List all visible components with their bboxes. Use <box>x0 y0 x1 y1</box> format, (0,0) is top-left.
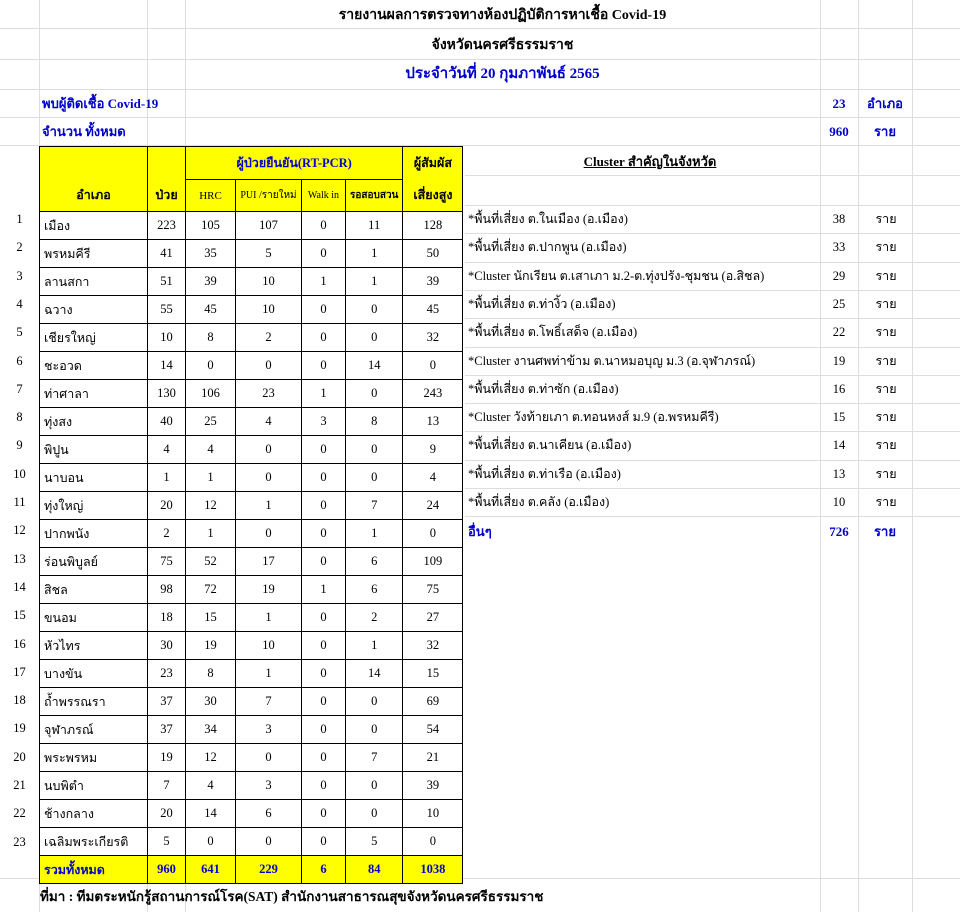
table-row <box>40 408 463 436</box>
cell-pui: 5 <box>236 240 302 268</box>
cluster-name: *พื้นที่เสี่ยง ต.ท่าเรือ (อ.เมือง) <box>468 466 621 481</box>
cell-pui: 3 <box>236 772 302 800</box>
table-row <box>40 240 463 268</box>
table-row <box>40 352 463 380</box>
cell-walkin: 0 <box>302 492 346 520</box>
cell-pending: 0 <box>346 716 403 744</box>
cluster-unit: ราย <box>875 353 897 368</box>
cell-district: ลานสกา <box>40 268 148 296</box>
cell-contact: 128 <box>403 212 463 240</box>
row-number: 21 <box>13 778 26 792</box>
cell-district: พรหมคีรี <box>40 240 148 268</box>
cell-sick: 51 <box>148 268 186 296</box>
cell-hrc: 39 <box>186 268 236 296</box>
row-number: 23 <box>13 834 26 849</box>
cluster-count: 22 <box>832 325 846 340</box>
cell-pui: 1 <box>236 492 302 520</box>
cell-hrc: 12 <box>186 492 236 520</box>
cluster-name: *พื้นที่เสี่ยง ต.ในเมือง (อ.เมือง) <box>468 212 628 226</box>
grid-line <box>0 59 960 60</box>
row-number: 14 <box>13 579 26 594</box>
cell-hrc: 15 <box>186 604 236 632</box>
cell-sick: 4 <box>148 436 186 464</box>
cluster-count: 16 <box>832 381 846 396</box>
table-row <box>40 268 463 296</box>
cell-contact: 54 <box>403 716 463 744</box>
cell-hrc: 35 <box>186 240 236 268</box>
cell-district: พระพรหม <box>40 744 148 772</box>
grid-line <box>465 375 960 376</box>
cell-pending: 0 <box>346 324 403 352</box>
cluster-count: 38 <box>832 212 846 226</box>
header-hrc: HRC <box>186 180 236 212</box>
cell-pending: 14 <box>346 660 403 688</box>
header-walkin: Walk in <box>302 180 346 212</box>
grid-line <box>465 290 960 291</box>
cluster-other-count: 726 <box>829 524 849 539</box>
cluster-name: *Cluster งานศพท่าข้าม ต.นาหมอบุญ ม.3 (อ.จุฬาภรณ์) <box>468 353 756 368</box>
cell-contact: 13 <box>403 408 463 436</box>
district-table <box>39 146 463 884</box>
cell-contact: 39 <box>403 268 463 296</box>
grid-line <box>465 318 960 319</box>
total-pui: 229 <box>236 856 302 884</box>
cell-pui: 107 <box>236 212 302 240</box>
row-number: 20 <box>13 749 26 764</box>
header-pending: รอสอบสวน <box>346 180 403 212</box>
cell-pending: 0 <box>346 380 403 408</box>
cell-walkin: 0 <box>302 324 346 352</box>
cell-hrc: 4 <box>186 436 236 464</box>
cell-pui: 17 <box>236 548 302 576</box>
table-row <box>40 632 463 660</box>
table-row <box>40 324 463 352</box>
cell-hrc: 4 <box>186 772 236 800</box>
cluster-unit: ราย <box>875 268 897 283</box>
header-confirmed-group: ผู้ป่วยยืนยัน(RT-PCR) <box>186 147 403 180</box>
cell-hrc: 45 <box>186 296 236 324</box>
report-title: รายงานผลการตรวจทางห้องปฏิบัติการหาเชื้อ Covid-19 <box>338 8 667 23</box>
grid-line <box>0 117 960 118</box>
cell-pui: 2 <box>236 324 302 352</box>
cell-district: นาบอน <box>40 464 148 492</box>
cell-pending: 0 <box>346 772 403 800</box>
grid-line <box>465 175 960 176</box>
table-row <box>40 660 463 688</box>
cell-pending: 1 <box>346 268 403 296</box>
cell-pui: 0 <box>236 352 302 380</box>
total-sick: 960 <box>148 856 186 884</box>
grid-line <box>465 233 960 234</box>
cell-sick: 23 <box>148 660 186 688</box>
cell-district: ขนอม <box>40 604 148 632</box>
cell-sick: 1 <box>148 464 186 492</box>
cell-pending: 0 <box>346 800 403 828</box>
cell-pui: 10 <box>236 632 302 660</box>
cluster-other-unit: ราย <box>874 524 896 539</box>
cell-sick: 37 <box>148 688 186 716</box>
cell-walkin: 0 <box>302 352 346 380</box>
row-number: 15 <box>13 608 26 623</box>
cluster-unit: ราย <box>875 381 897 396</box>
cell-pui: 0 <box>236 744 302 772</box>
cell-pui: 10 <box>236 296 302 324</box>
found-value: 23 <box>832 96 846 111</box>
row-number: 7 <box>16 381 23 396</box>
table-row <box>40 772 463 800</box>
cell-hrc: 52 <box>186 548 236 576</box>
total-hrc: 641 <box>186 856 236 884</box>
cluster-unit: ราย <box>875 438 897 453</box>
cell-sick: 10 <box>148 324 186 352</box>
cell-walkin: 0 <box>302 436 346 464</box>
cell-district: เฉลิมพระเกียรติ <box>40 828 148 856</box>
cluster-count: 14 <box>832 438 846 453</box>
cell-pending: 0 <box>346 296 403 324</box>
grid-line <box>0 28 960 29</box>
cell-walkin: 0 <box>302 828 346 856</box>
cell-pending: 7 <box>346 492 403 520</box>
row-number: 1 <box>16 212 23 226</box>
cell-walkin: 1 <box>302 576 346 604</box>
cell-pui: 0 <box>236 520 302 548</box>
cell-pui: 23 <box>236 380 302 408</box>
cell-sick: 5 <box>148 828 186 856</box>
row-number: 22 <box>13 806 26 821</box>
cell-contact: 75 <box>403 576 463 604</box>
cell-pending: 1 <box>346 632 403 660</box>
cell-pui: 4 <box>236 408 302 436</box>
cell-pui: 7 <box>236 688 302 716</box>
row-number: 16 <box>13 636 26 651</box>
cell-pending: 1 <box>346 520 403 548</box>
cell-walkin: 0 <box>302 688 346 716</box>
cell-pending: 14 <box>346 352 403 380</box>
cluster-count: 10 <box>832 495 846 509</box>
total-pending: 84 <box>346 856 403 884</box>
cluster-unit: ราย <box>875 495 897 509</box>
cell-sick: 130 <box>148 380 186 408</box>
cell-contact: 21 <box>403 744 463 772</box>
found-unit: อำเภอ <box>867 96 903 111</box>
total-contact: 1038 <box>403 856 463 884</box>
cell-walkin: 0 <box>302 520 346 548</box>
cell-district: ทุ่งใหญ่ <box>40 492 148 520</box>
cluster-other-label: อื่นๆ <box>468 524 492 539</box>
table-row <box>40 828 463 856</box>
row-number: 13 <box>13 551 26 566</box>
row-number: 5 <box>16 325 23 340</box>
cluster-name: *Cluster นักเรียน ต.เสาเภา ม.2-ต.ทุ่งปรัง-ชุมชน (อ.สิชล) <box>468 268 765 283</box>
table-row <box>40 688 463 716</box>
cell-sick: 55 <box>148 296 186 324</box>
cell-hrc: 12 <box>186 744 236 772</box>
cluster-unit: ราย <box>875 466 897 481</box>
cell-hrc: 30 <box>186 688 236 716</box>
cluster-count: 15 <box>832 410 846 425</box>
cell-district: ช้างกลาง <box>40 800 148 828</box>
cluster-title: Cluster สำคัญในจังหวัด <box>583 154 717 169</box>
total-unit: ราย <box>874 124 896 139</box>
cell-sick: 37 <box>148 716 186 744</box>
cell-contact: 69 <box>403 688 463 716</box>
cell-sick: 2 <box>148 520 186 548</box>
row-number: 6 <box>16 353 23 368</box>
cell-contact: 24 <box>403 492 463 520</box>
cell-sick: 20 <box>148 800 186 828</box>
total-label: รวมทั้งหมด <box>40 856 148 884</box>
cell-pending: 0 <box>346 464 403 492</box>
row-number: 4 <box>16 296 23 311</box>
grid-line <box>465 347 960 348</box>
cluster-name: *พื้นที่เสี่ยง ต.ปากพูน (อ.เมือง) <box>468 240 627 255</box>
cell-pending: 0 <box>346 688 403 716</box>
table-row <box>40 576 463 604</box>
grid-line <box>465 205 960 206</box>
cell-contact: 32 <box>403 632 463 660</box>
cell-pui: 0 <box>236 464 302 492</box>
cell-pending: 2 <box>346 604 403 632</box>
cell-pending: 6 <box>346 576 403 604</box>
cell-pending: 0 <box>346 436 403 464</box>
cell-walkin: 0 <box>302 800 346 828</box>
cell-contact: 243 <box>403 380 463 408</box>
cell-hrc: 8 <box>186 324 236 352</box>
cell-district: ถ้ำพรรณรา <box>40 688 148 716</box>
cluster-count: 25 <box>832 296 846 311</box>
found-label: พบผู้ติดเชื้อ Covid-19 <box>42 96 159 111</box>
cell-pui: 1 <box>236 604 302 632</box>
grid-line <box>465 262 960 263</box>
cell-hrc: 1 <box>186 464 236 492</box>
table-row <box>40 604 463 632</box>
cell-district: นบพิตำ <box>40 772 148 800</box>
cell-district: เชียรใหญ่ <box>40 324 148 352</box>
cell-pending: 6 <box>346 548 403 576</box>
cell-pui: 0 <box>236 436 302 464</box>
cell-walkin: 0 <box>302 296 346 324</box>
cell-pending: 7 <box>346 744 403 772</box>
cell-pui: 0 <box>236 828 302 856</box>
grid-line <box>465 431 960 432</box>
cell-district: เมือง <box>40 212 148 240</box>
cell-contact: 0 <box>403 352 463 380</box>
grid-line <box>912 0 913 912</box>
cluster-count: 29 <box>832 268 846 283</box>
cell-hrc: 19 <box>186 632 236 660</box>
cell-walkin: 0 <box>302 240 346 268</box>
cell-contact: 4 <box>403 464 463 492</box>
cluster-count: 19 <box>832 353 846 368</box>
cell-hrc: 8 <box>186 660 236 688</box>
cell-sick: 98 <box>148 576 186 604</box>
cluster-unit: ราย <box>875 240 897 255</box>
grid-line <box>465 516 960 517</box>
cell-contact: 39 <box>403 772 463 800</box>
table-row <box>40 436 463 464</box>
grid-line <box>465 460 960 461</box>
cell-contact: 27 <box>403 604 463 632</box>
cluster-name: *พื้นที่เสี่ยง ต.นาเคียน (อ.เมือง) <box>468 438 632 453</box>
cell-hrc: 105 <box>186 212 236 240</box>
cell-sick: 19 <box>148 744 186 772</box>
cell-contact: 0 <box>403 520 463 548</box>
row-number: 12 <box>13 523 26 538</box>
cell-district: ร่อนพิบูลย์ <box>40 548 148 576</box>
cell-walkin: 3 <box>302 408 346 436</box>
header-district: อำเภอ <box>40 147 148 212</box>
cell-contact: 10 <box>403 800 463 828</box>
table-row <box>40 744 463 772</box>
row-number: 3 <box>16 268 23 283</box>
cell-sick: 30 <box>148 632 186 660</box>
cell-district: ปากพนัง <box>40 520 148 548</box>
cell-contact: 109 <box>403 548 463 576</box>
cell-pui: 6 <box>236 800 302 828</box>
cell-district: บางขัน <box>40 660 148 688</box>
cell-contact: 15 <box>403 660 463 688</box>
cell-district: หัวไทร <box>40 632 148 660</box>
row-number: 2 <box>16 240 23 255</box>
cell-hrc: 0 <box>186 828 236 856</box>
total-walkin: 6 <box>302 856 346 884</box>
cell-district: พิปูน <box>40 436 148 464</box>
cell-pui: 19 <box>236 576 302 604</box>
header-pui: PUI /รายใหม่ <box>236 180 302 212</box>
grid-line <box>465 488 960 489</box>
cell-contact: 0 <box>403 828 463 856</box>
cell-sick: 75 <box>148 548 186 576</box>
cell-hrc: 72 <box>186 576 236 604</box>
cell-sick: 20 <box>148 492 186 520</box>
table-row <box>40 716 463 744</box>
cell-pending: 1 <box>346 240 403 268</box>
cell-pending: 11 <box>346 212 403 240</box>
row-number: 9 <box>16 438 23 453</box>
cell-walkin: 0 <box>302 212 346 240</box>
grid-line <box>465 403 960 404</box>
cell-sick: 7 <box>148 772 186 800</box>
source-note: ที่มา : ทีมตระหนักรู้สถานการณ์โรค(SAT) สำนักงานสาธารณสุขจังหวัดนครศรีธรรมราช <box>40 889 544 904</box>
cell-contact: 9 <box>403 436 463 464</box>
grid-line <box>0 89 960 90</box>
cell-pending: 8 <box>346 408 403 436</box>
table-row <box>40 212 463 240</box>
cell-walkin: 0 <box>302 744 346 772</box>
cell-district: สิชล <box>40 576 148 604</box>
row-number: 19 <box>13 721 26 736</box>
total-label: จำนวน ทั้งหมด <box>42 124 126 139</box>
cell-district: ท่าศาลา <box>40 380 148 408</box>
table-row <box>40 464 463 492</box>
cell-sick: 41 <box>148 240 186 268</box>
cell-walkin: 0 <box>302 548 346 576</box>
cell-district: ฉวาง <box>40 296 148 324</box>
table-row <box>40 380 463 408</box>
header-sick: ป่วย <box>148 147 186 212</box>
cell-contact: 50 <box>403 240 463 268</box>
cell-hrc: 1 <box>186 520 236 548</box>
total-row <box>40 856 463 884</box>
header-contact-line1: ผู้สัมผัส <box>403 147 463 180</box>
row-number: 8 <box>16 410 23 425</box>
cell-pui: 3 <box>236 716 302 744</box>
cluster-unit: ราย <box>875 325 897 340</box>
cell-walkin: 0 <box>302 716 346 744</box>
table-row <box>40 800 463 828</box>
cell-hrc: 106 <box>186 380 236 408</box>
cell-sick: 14 <box>148 352 186 380</box>
cell-hrc: 14 <box>186 800 236 828</box>
cluster-name: *Cluster วังท้ายเภา ต.ทอนหงส์ ม.9 (อ.พรหมคีรี) <box>468 410 719 425</box>
cell-pending: 5 <box>346 828 403 856</box>
cluster-count: 33 <box>832 240 846 255</box>
cell-contact: 45 <box>403 296 463 324</box>
table-row <box>40 492 463 520</box>
cluster-count: 13 <box>832 466 846 481</box>
cluster-name: *พื้นที่เสี่ยง ต.ท่าซัก (อ.เมือง) <box>468 381 619 396</box>
row-number: 18 <box>13 693 26 708</box>
cell-walkin: 0 <box>302 660 346 688</box>
cell-hrc: 34 <box>186 716 236 744</box>
cluster-unit: ราย <box>875 410 897 425</box>
total-value: 960 <box>829 124 849 139</box>
cell-hrc: 0 <box>186 352 236 380</box>
cell-district: จุฬาภรณ์ <box>40 716 148 744</box>
cell-walkin: 1 <box>302 268 346 296</box>
table-row <box>40 296 463 324</box>
cell-sick: 40 <box>148 408 186 436</box>
row-number: 10 <box>13 466 26 481</box>
cell-walkin: 0 <box>302 464 346 492</box>
cell-walkin: 0 <box>302 632 346 660</box>
cluster-unit: ราย <box>875 212 897 226</box>
cell-walkin: 0 <box>302 772 346 800</box>
cluster-unit: ราย <box>875 296 897 311</box>
table-row <box>40 520 463 548</box>
cell-pui: 10 <box>236 268 302 296</box>
cell-sick: 18 <box>148 604 186 632</box>
report-date: ประจำวันที่ 20 กุมภาพันธ์ 2565 <box>405 66 600 82</box>
cell-district: ชะอวด <box>40 352 148 380</box>
cluster-name: *พื้นที่เสี่ยง ต.ท่างิ้ว (อ.เมือง) <box>468 296 616 311</box>
province-title: จังหวัดนครศรีธรรมราช <box>431 38 574 53</box>
cell-sick: 223 <box>148 212 186 240</box>
row-number: 17 <box>13 664 26 679</box>
cell-walkin: 0 <box>302 604 346 632</box>
cell-district: ทุ่งสง <box>40 408 148 436</box>
cell-contact: 32 <box>403 324 463 352</box>
header-contact-line2: เสี่ยงสูง <box>403 180 463 212</box>
cluster-name: *พื้นที่เสี่ยง ต.โพธิ์เสด็จ (อ.เมือง) <box>468 325 638 340</box>
row-number: 11 <box>13 495 26 509</box>
cell-walkin: 1 <box>302 380 346 408</box>
table-row <box>40 548 463 576</box>
cell-hrc: 25 <box>186 408 236 436</box>
cell-pui: 1 <box>236 660 302 688</box>
cluster-name: *พื้นที่เสี่ยง ต.คลัง (อ.เมือง) <box>468 495 610 509</box>
